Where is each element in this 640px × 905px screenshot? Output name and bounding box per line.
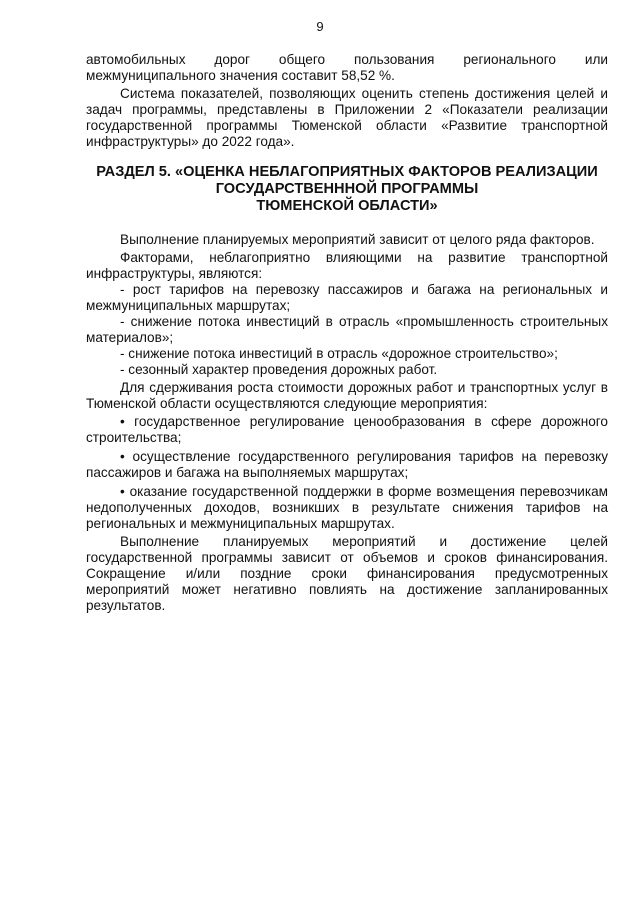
risk-item-building-materials: - снижение потока инвестиций в отрасль «промышленность строительных материалов»; (86, 314, 608, 345)
risk-item-seasonality: - сезонный характер проведения дорожных работ. (120, 362, 438, 377)
measure-item-subsidies: • оказание государственной поддержки в форме возмещения перевозчикам недополученных доходов, возникших в результате снижения тарифов на региональных и межмуниципальных маршрутах. (86, 484, 608, 531)
section-5-body (86, 232, 608, 614)
risk-item-tariffs: - рост тарифов на перевозку пассажиров и багажа на региональных и межмуниципальных маршрутах; (86, 282, 608, 313)
paragraph-measures-intro: Для сдерживания роста стоимости дорожных работ и транспортных услуг в Тюменской области осуществляются следующие мероприятия: (86, 380, 608, 411)
measure-item-tariff-regulation: • осуществление государственного регулирования тарифов на перевозку пассажиров и багажа на выполняемых маршрутах; (86, 449, 608, 480)
heading-line-2: ГОСУДАРСТВЕНННОЙ ПРОГРАММЫ (215, 181, 479, 197)
page-number: 9 (316, 19, 324, 34)
paragraph-factors-intro: Факторами, неблагоприятно влияющими на развитие транспортной инфраструктуры, являются: (86, 250, 608, 281)
intro-block (86, 52, 608, 150)
section-5-heading (86, 164, 608, 215)
paragraph-indicators-system: Система показателей, позволяющих оценить степень достижения целей и задач программы, представлены в Приложении 2 «Показатели реализации государственной программы Тюменской области «Развитие транспортной инфраструктуры» до 2022 года». (86, 86, 608, 149)
paragraph-road-share: автомобильных дорог общего пользования регионального или межмуниципального значения составит 58,52 %. (86, 52, 608, 83)
paragraph-dependency: Выполнение планируемых мероприятий зависит от целого ряда факторов. (120, 232, 595, 247)
risk-item-road-construction: - снижение потока инвестиций в отрасль «дорожное строительство»; (120, 346, 558, 361)
heading-line-3: ТЮМЕНСКОЙ ОБЛАСТИ» (256, 198, 438, 214)
paragraph-financing-risk: Выполнение планируемых мероприятий и достижение целей государственной программы зависит от объемов и сроков финансирования. Сокращение и/или поздние сроки финансирования предусмотренных мероприятий может негативно повлиять на достижение запланированных результатов. (86, 534, 608, 613)
measure-item-pricing: • государственное регулирование ценообразования в сфере дорожного строительства; (86, 414, 608, 445)
heading-line-1: РАЗДЕЛ 5. «ОЦЕНКА НЕБЛАГОПРИЯТНЫХ ФАКТОРОВ РЕАЛИЗАЦИИ (96, 164, 598, 180)
